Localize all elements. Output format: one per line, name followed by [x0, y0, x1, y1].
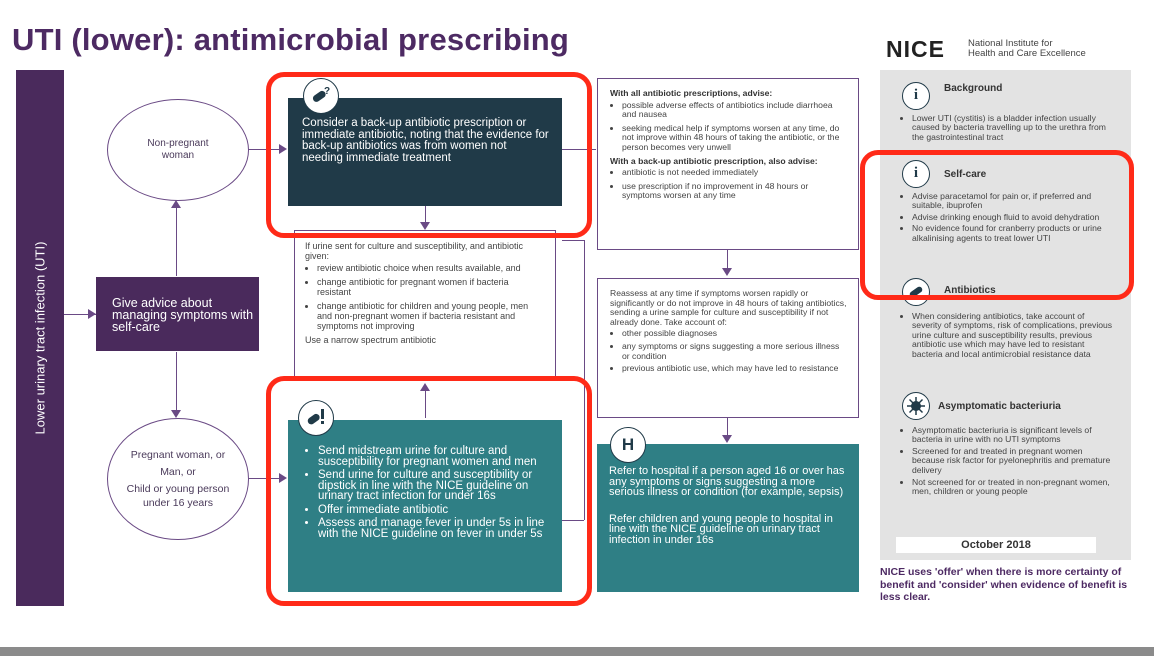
- self-care-item: • Advise paracetamol for pain or, if preferred and suitable, ibuprofen: [912, 192, 1113, 211]
- background-item: • Lower UTI (cystitis) is a bladder infection usually caused by bacteria travelling up to the urethra from the gastrointestinal tract: [912, 114, 1113, 143]
- send-item: • Send midstream urine for culture and susceptibility for pregnant women and men: [318, 446, 552, 467]
- refer-hospital-box: [597, 444, 859, 592]
- antibiotics-heading: Antibiotics: [944, 285, 996, 296]
- bacteria-icon: [902, 392, 930, 420]
- advice-heading-backup: With a back-up antibiotic prescription, also advise:: [610, 155, 818, 166]
- child-label: Child or young person under 16 years: [126, 483, 230, 509]
- info-panel: [880, 70, 1131, 560]
- antibiotic-advice-box: [597, 78, 859, 250]
- non-pregnant-label: Non-pregnant woman: [147, 138, 209, 161]
- pregnant-man-child-node: [107, 418, 249, 540]
- sidebar-label: Lower urinary tract infection (UTI): [32, 241, 48, 435]
- self-care-item: • Advise drinking enough fluid to avoid dehydration: [912, 213, 1113, 223]
- advice-item: • use prescription if no improvement in 48 hours or symptoms worsen at any time: [622, 182, 848, 201]
- advice-item: • seeking medical help if symptoms worsen at any time, do not improve within 48 hours of taking the antibiotic, or the person becomes very unwell: [622, 124, 848, 153]
- self-care-advice-box: Give advice about managing symptoms with self-care: [96, 277, 259, 351]
- arrow-down-icon: [722, 268, 732, 276]
- reassess-intro: Reassess at any time if symptoms worsen rapidly or significantly or do not improve in 48 hours of taking antibiotics, sending a urine sample for culture and susceptibility if not already done. Take account of:: [610, 288, 847, 327]
- background-heading: Background: [944, 83, 1003, 94]
- arrow-down-icon: [722, 435, 732, 443]
- advice-item: • possible adverse effects of antibiotics include diarrhoea and nausea: [622, 101, 848, 120]
- arrow-right-icon: [88, 309, 96, 319]
- arrow-down-icon: [171, 410, 181, 418]
- nice-logo: NICE: [886, 36, 945, 62]
- connector-line: [176, 352, 177, 412]
- bottom-bar: [0, 647, 1154, 656]
- hospital-icon: H: [610, 427, 646, 463]
- publication-date: October 2018: [896, 537, 1096, 553]
- nice-subtitle-line2: Health and Care Excellence: [968, 48, 1086, 59]
- info-icon: i: [902, 82, 930, 110]
- send-item: • Offer immediate antibiotic: [318, 505, 552, 516]
- reassess-box: [597, 278, 859, 418]
- urine-culture-box: [294, 230, 556, 380]
- highlight-backup-antibiotic: [266, 72, 592, 238]
- man-label: Man, or: [160, 466, 196, 478]
- connector-line: [727, 250, 728, 270]
- highlight-send-urine: [266, 376, 592, 606]
- urine-item: • change antibiotic for children and young people, men and non-pregnant women if bacteria resistant and symptoms not improving: [317, 301, 545, 331]
- self-care-item: • No evidence found for cranberry products or urine alkalinising agents to treat lower UTI: [912, 224, 1113, 243]
- advice-item: • antibiotic is not needed immediately: [622, 168, 848, 178]
- asymptomatic-item: • Asymptomatic bacteriuria is significant levels of bacteria in urine with no UTI symptoms: [912, 426, 1113, 445]
- refer-para-adults: Refer to hospital if a person aged 16 or over has any symptoms or signs suggesting a more serious illness or condition (for example, sepsis): [609, 465, 845, 498]
- send-item: • Assess and manage fever in under 5s in line with the NICE guideline on fever in under 5s: [318, 518, 552, 539]
- connector-line: [562, 240, 584, 241]
- sidebar-banner: [16, 70, 64, 606]
- urine-item: • review antibiotic choice when results available, and: [317, 263, 545, 273]
- page-title: UTI (lower): antimicrobial prescribing: [12, 22, 570, 57]
- nice-logo-subtitle: [968, 39, 1086, 59]
- bacteria-svg: [906, 396, 926, 416]
- refer-para-children: Refer children and young people to hospital in line with the NICE guideline on urinary tract infection in under 16s: [609, 512, 833, 546]
- non-pregnant-woman-node: [107, 99, 249, 201]
- asymptomatic-section: [880, 392, 1131, 499]
- reassess-item: • other possible diagnoses: [622, 329, 848, 339]
- asymptomatic-item: • Not screened for or treated in non-pregnant women, men, children or young people: [912, 478, 1113, 497]
- highlight-self-care: [860, 150, 1134, 300]
- send-item: • Send urine for culture and susceptibility or dipstick in line with the NICE guideline on urinary tract infection for under 16s: [318, 470, 552, 502]
- arrow-up-icon: [171, 200, 181, 208]
- reassess-item: • any symptoms or signs suggesting a more serious illness or condition: [622, 342, 848, 361]
- antibiotics-item: • When considering antibiotics, take account of severity of symptoms, risk of complications, previous urine culture and susceptibility results, previous antibiotic use which may have led to resistant bacteria and local antimicrobial resistance data: [912, 312, 1113, 360]
- connector-line: [727, 418, 728, 436]
- nice-subtitle-line1: National Institute for: [968, 38, 1053, 49]
- asymptomatic-item: • Screened for and treated in pregnant women because risk factor for pyelonephritis and premature delivery: [912, 447, 1113, 476]
- urine-item: • change antibiotic for pregnant women if bacteria resistant: [317, 277, 545, 297]
- asymptomatic-heading: Asymptomatic bacteriuria: [938, 401, 1061, 412]
- self-care-heading: Self-care: [944, 169, 987, 180]
- urine-culture-footer: Use a narrow spectrum antibiotic: [305, 335, 437, 345]
- pregnant-woman-label: Pregnant woman, or: [130, 449, 226, 461]
- info-icon: i: [902, 160, 930, 188]
- urine-culture-intro: If urine sent for culture and susceptibility, and antibiotic given:: [305, 241, 523, 261]
- reassess-item: • previous antibiotic use, which may have led to resistance: [622, 364, 848, 374]
- backup-antibiotic-text: Consider a back-up antibiotic prescription or immediate antibiotic, noting that the evidence for back-up antibiotics was from women not needing immediate treatment: [302, 117, 549, 164]
- nice-terminology-note: NICE uses 'offer' when there is more certainty of benefit and 'consider' when evidence of benefit is less clear.: [880, 566, 1128, 603]
- advice-heading-all: With all antibiotic prescriptions, advise:: [610, 88, 773, 98]
- svg-text:?: ?: [324, 86, 331, 97]
- background-section: [880, 80, 1131, 144]
- connector-line: [176, 206, 177, 276]
